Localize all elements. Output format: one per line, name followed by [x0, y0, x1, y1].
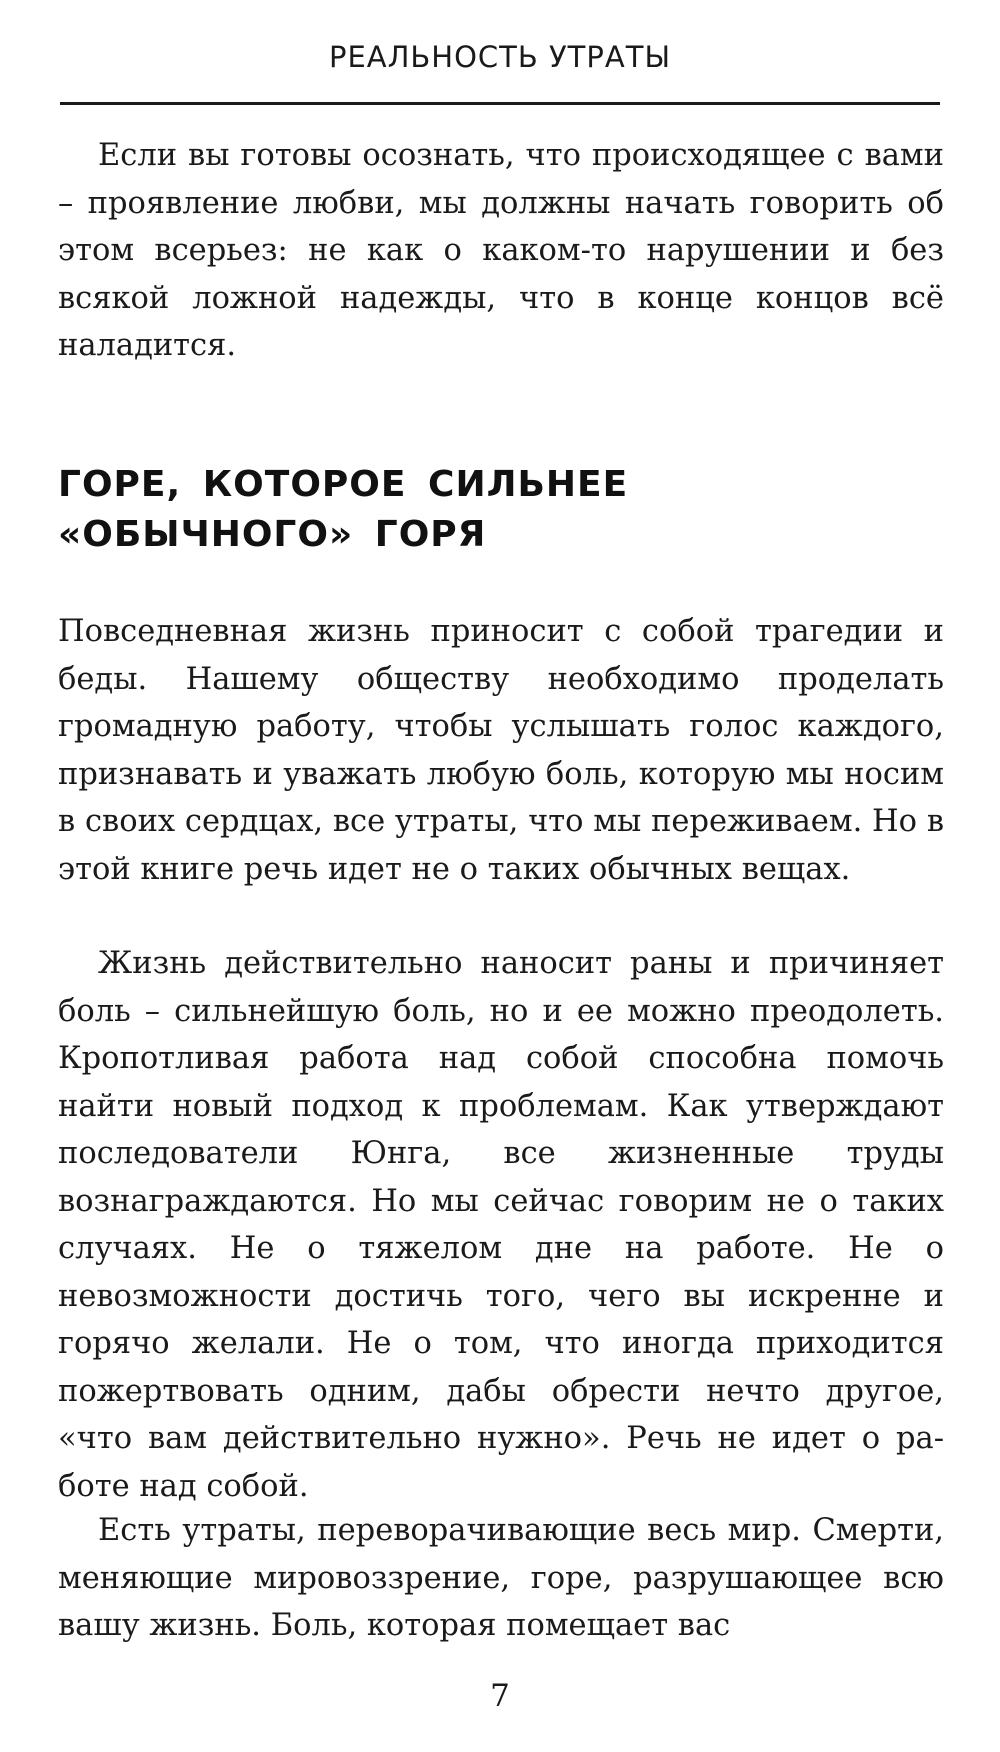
- paragraph-life-wounds: Жизнь действительно наносит раны и причиняет боль – сильнейшую боль, но и ее можно преодолеть. Кропотливая работа над собой способна помочь найти новый подход к проблемам. Как утверждают последователи Юнга, все жизненные труды вознаграждаются. Но мы сейчас говорим не о таких случаях. Не о тяжелом дне на работе. Не о невозможности достичь того, чего вы искренне и горячо желали. Не о том, что иногда приходится пожертвовать одним, дабы обрести нечто другое, «что вам действительно нужно». Речь не идет о работе над собой.: [58, 946, 944, 1504]
- section-heading-line-1: ГОРЕ, КОТОРОЕ СИЛЬНЕЕ: [58, 464, 629, 505]
- section-heading: [58, 460, 944, 560]
- section-heading-line-2: «ОБЫЧНОГО» ГОРЯ: [58, 514, 487, 555]
- paragraph-world-changing-losses: Есть утраты, переворачивающие весь мир. Смерти, меняющие мировоззрение, горе, разрушающее всю вашу жизнь. Боль, которая помещает вас: [58, 1513, 944, 1643]
- page-number: 7: [490, 1678, 510, 1714]
- header-rule: [60, 102, 940, 105]
- paragraph-everyday-life: Повседневная жизнь приносит с собой трагедии и беды. Нашему обществу необходимо проделать громадную работу, чтобы услышать голос каждого, признавать и уважать любую боль, которую мы носим в своих сердцах, все утраты, что мы переживаем. Но в этой книге речь идет не о таких обычных вещах.: [58, 614, 944, 887]
- running-head: РЕАЛЬНОСТЬ УТРАТЫ: [328, 40, 672, 74]
- paragraph-intro: Если вы готовы осознать, что происходящее с вами – проявление любви, мы должны начать говорить об этом всерьез: не как о каком-то нарушении и без всякой ложной надежды, что в конце концов всё наладится.: [58, 138, 944, 363]
